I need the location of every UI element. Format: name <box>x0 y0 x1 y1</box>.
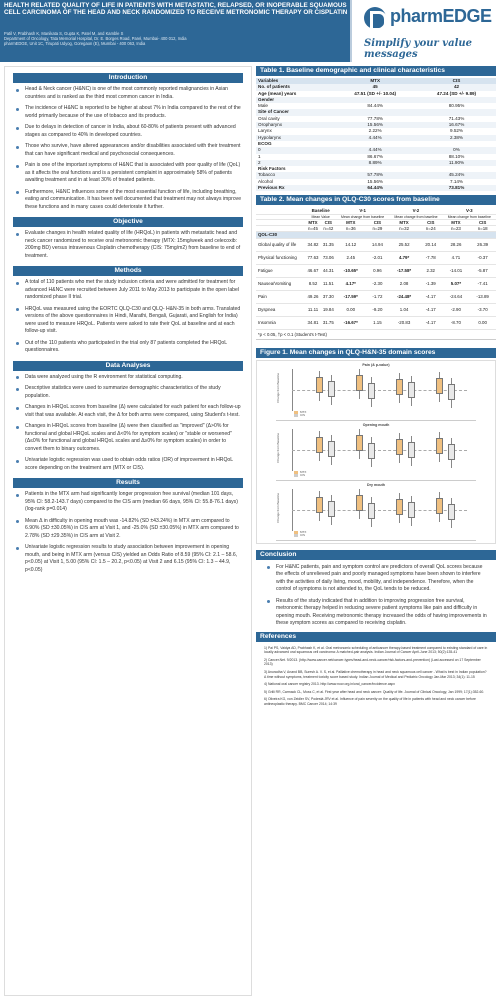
table2-cell: -9.20 <box>366 303 390 316</box>
table2-cell: 20.14 <box>419 238 443 251</box>
table2-cell: 34.81 <box>305 316 320 329</box>
table2-cell: 34.82 <box>305 238 320 251</box>
cis-box <box>328 501 335 517</box>
table1-cell: 42 <box>453 84 460 90</box>
mtx-box <box>356 435 363 451</box>
table2-sub-header: Mean Value <box>305 214 336 219</box>
introduction-item: Furthermore, H&NC influences some of the most essential function of life, including breathing, eating and communication. It has been well documented that treatment may not always improve these functions and in many cases could deteriorate it further. <box>15 189 243 212</box>
table1-cell: 11.90% <box>448 159 465 165</box>
table-row <box>256 264 496 277</box>
references-item: 5) Grilli RR, Carmack CL, Moss C, et al. First year after head and neck cancer: Quality of life. Journal of Clinical Oncology, Jan 1999; 17(1):352-60. <box>264 689 485 694</box>
panel-title: Dry mouth <box>367 482 385 487</box>
table2-group-header: V-2 <box>389 208 442 214</box>
table1-col-header: Variables <box>256 78 333 84</box>
mtx-box <box>436 438 443 454</box>
table1-cell: 2.22% <box>368 128 382 134</box>
logo-box <box>350 0 500 62</box>
panel-title: Pain (& p-value) <box>362 362 390 367</box>
table2-row-label: Physical functioning <box>256 251 305 264</box>
table2-sub-header: Mean change from baseline <box>443 214 496 219</box>
results-list <box>5 491 251 574</box>
objective-list <box>5 230 251 260</box>
table2-sub-header: Mean change from baseline <box>336 214 389 219</box>
table2-n: n=24 <box>419 225 443 231</box>
table-row <box>256 290 496 303</box>
table1-cell: ECOG <box>258 140 272 146</box>
table1-cell: 0% <box>453 147 460 153</box>
table2-heading: Table 2. Mean changes in QLQ-C30 scores from baseline <box>256 195 496 205</box>
table1-cell: 47.24 (SD +/- 9.89) <box>436 90 477 96</box>
introduction-list <box>5 86 251 211</box>
cis-box <box>448 444 455 460</box>
table2-n: n=32 <box>389 225 419 231</box>
table2-cell: -2.01 <box>366 251 390 264</box>
table2-cell: 26.39 <box>469 238 496 251</box>
affiliation-1: Department of Oncology, Tata Memorial Hospital, Dr. E. Borges Road, Parel, Mumbai- 400 012, India <box>4 36 187 41</box>
table2-cell: 2.08 <box>389 277 419 290</box>
table2-cell: 2.32 <box>419 264 443 277</box>
table2-section-label: QOL-C30 <box>256 232 496 238</box>
cis-box <box>368 503 375 519</box>
references-item: 2) Cancer.Net. 9/2013. (http://www.cancer.net/cancer-types/head-and-neck-cancer/risk-factors-and-prevention) (Last accessed on 17 September 2013) <box>264 657 481 667</box>
results-item: Univariate logistic regression results to study association between improvement in opening mouth, and being in MTX arm (versus CIS) yielded an Odds Ratio of 8.59 (95% CI: 2.1 – 58.6, p<0.05) at Visit 1, 5.00 (95% CI: 1.5 – 20.2, p<0.05) at Visit 2 and 6.15 (95% CI: 1.3 – 44.9, p<0.05) <box>15 544 243 574</box>
table2-n: n=42 <box>321 225 336 231</box>
table-row <box>256 303 496 316</box>
panel-legend <box>294 531 306 538</box>
authors-block <box>4 31 344 46</box>
table2-cell: 31.35 <box>321 238 336 251</box>
introduction-item: Those who survive, have altered appearances and/or disabilities associated with their treatment that can have significant medical and psychosocial consequences. <box>15 143 243 158</box>
results-item: Patients in the MTX arm had significantly longer progression free survival (median 101 days, 95% CI: 58.2-143.7 days) compared to the CIS arm (median 66 days, 95% CI: 55.8-76.1 days) (log-rank p=0.014) <box>15 491 243 514</box>
table2-footnote: *p < 0.05, †p < 0.1 (Student's t-Test) <box>256 330 496 340</box>
table2-cell: -17.58* <box>389 264 419 277</box>
table1-cell: 45 <box>372 84 378 90</box>
table2-cell: -8.70 <box>443 316 470 329</box>
table2-cell: -20.83 <box>389 316 419 329</box>
table1-cell: 9.52% <box>449 128 464 134</box>
table2-cell: -13.89 <box>469 290 496 303</box>
table2-n: n=45 <box>305 225 320 231</box>
table1-cell: 7.14% <box>449 178 464 184</box>
table2-cell: 44.31 <box>321 264 336 277</box>
right-column <box>256 66 496 996</box>
table2-cell: 37.30 <box>321 290 336 303</box>
table2-arm-header: MTX <box>305 219 320 225</box>
data-analyses-item: Univariate logistic regression was used to obtain odds ratios (OR) of improvement in HRQoL score depending on the treatment arm (MTX or CIS). <box>15 457 243 472</box>
table1-cell: Tobacco <box>258 172 276 178</box>
left-column <box>4 66 252 996</box>
tagline: Simplify your value messages <box>364 38 473 60</box>
table1-cell: 64.44% <box>367 185 383 191</box>
table2-cell: -5.87 <box>469 264 496 277</box>
data-analyses-item: Changes in HRQoL scores from baseline (Δ) were calculated for each patient for each follow-up visit that was available. At each visit, the Δ for both arms were compared, using Student's t-test. <box>15 404 243 419</box>
legend-entry: CIS <box>294 534 306 537</box>
references-item: 3) Anuradha V, Anand BB, Suresh A. V. S, et al. Palliative chemotherapy in head and neck squamous cell cancer - What is best in Indian population? A time without symptoms, treatment toxicity score based study. Indian Journal of Medical and Pediatric Oncology Jan-Mar 2013; 34(1): 11-15 <box>264 669 487 679</box>
table2-cell: 46.67 <box>305 264 320 277</box>
table1-cell: 80.95% <box>448 103 465 109</box>
table2-arm-header: MTX <box>389 219 419 225</box>
table2-cell: 14.94 <box>366 238 390 251</box>
panel-ylabel: Change from Baseline <box>276 372 280 403</box>
table2-cell: 0.96 <box>366 264 390 277</box>
table2-group-header: Baseline <box>305 208 336 214</box>
table2-cell: 11.11 <box>305 303 320 316</box>
table2-cell: -14.01 <box>443 264 470 277</box>
table1-cell: Larynx <box>258 128 272 134</box>
data-analyses-item: Data were analyzed using the R environment for statistical computing. <box>15 374 243 382</box>
data-analyses-item: Descriptive statistics were used to summarize demographic characteristics of the study population. <box>15 385 243 400</box>
table1-cell: 0 <box>258 147 261 153</box>
table2-cell: 28.26 <box>443 238 470 251</box>
mtx-box <box>356 495 363 511</box>
mtx-box <box>436 378 443 394</box>
table2-cell: -3.70 <box>469 303 496 316</box>
cis-box <box>408 382 415 398</box>
mtx-box <box>396 379 403 395</box>
table2-cell: 5.07* <box>443 277 470 290</box>
table1-cell: Male <box>258 103 268 109</box>
table1-col-header: CIS <box>417 78 496 84</box>
table2-cell: 1.15 <box>366 316 390 329</box>
table1-cell: No. of patients <box>258 84 290 90</box>
table1-col-header: MTX <box>333 78 417 84</box>
table2-cell: 1.04 <box>389 303 419 316</box>
table2-cell: 4.71 <box>443 251 470 264</box>
table1-cell: 8.89% <box>368 159 382 165</box>
table2-cell: 0.00 <box>336 303 366 316</box>
table-row <box>256 91 496 97</box>
table1-cell: Alcohol <box>258 178 274 184</box>
table1-cell: 2.38% <box>449 134 464 140</box>
table2-cell: 49.26 <box>305 290 320 303</box>
poster-header <box>0 0 500 62</box>
table1-cell: Age (mean) years <box>258 90 297 96</box>
table2-arm-header: CIS <box>469 219 496 225</box>
table1-cell: 57.78% <box>367 172 383 178</box>
table1-cell: 45.24% <box>448 172 465 178</box>
table2-cell: 77.63 <box>305 251 320 264</box>
references-list <box>256 642 496 707</box>
table2-cell: 4.17* <box>336 277 366 290</box>
logo-text: pharmEDGE <box>390 6 492 26</box>
table1-cell: 2 <box>258 159 261 165</box>
table2-group-header: V-1 <box>336 208 389 214</box>
figure1-heading: Figure 1. Mean changes in QLQ-H&N-35 domain scores <box>256 348 496 358</box>
table1-heading: Table 1. Baseline demographic and clinical characteristics <box>256 66 496 76</box>
table2-cell: 73.06 <box>321 251 336 264</box>
boxplot-panel <box>276 483 476 541</box>
table2-arm-header: CIS <box>366 219 390 225</box>
panel-legend <box>294 411 306 418</box>
table1-cell: 77.78% <box>367 115 383 121</box>
table2-cell: -24.48* <box>389 290 419 303</box>
table2-row-label: Pain <box>256 290 305 303</box>
table2-arm-header: CIS <box>321 219 336 225</box>
panel-ylabel: Change from Baseline <box>276 492 280 523</box>
conclusion-heading: Conclusion <box>256 550 496 560</box>
cis-box <box>328 441 335 457</box>
table1-cell: Gender <box>258 96 275 102</box>
conclusion-list <box>256 564 496 628</box>
table1-cell: Oral cavity <box>258 115 280 121</box>
authors: Patil V, Prabhash K, Manikata S, Gupta K, Patel M, and Kamble S <box>4 31 124 36</box>
panel-title: Opening mouth <box>362 422 390 427</box>
boxplot-panel <box>276 423 476 481</box>
table2-cell: 31.75 <box>321 316 336 329</box>
references-item: 1) Pai PS, Vaidya AD, Prabhash K, et al. Oral metronomic scheduling of anticancer therapy-based treatment compared to existing standard of care in locally advanced oral squamous cell carcinoma: A matched-pair analysis. Indian Journal of Cancer April-June 2013; 50(2):135-41 <box>264 645 488 655</box>
table-row <box>256 238 496 251</box>
table2-cell: 19.84 <box>321 303 336 316</box>
results-heading: Results <box>13 478 243 488</box>
mtx-box <box>316 437 323 453</box>
table2-cell: -7.41 <box>469 277 496 290</box>
poster-title: HEALTH RELATED QUALITY OF LIFE IN PATIENTS WITH METASTATIC, RELAPSED, OR INOPERABLE SQUAMOUS CELL CARCINOMA OF THE HEAD AND NECK RANDOMIZED TO RECEIVE METRONOMIC THERAPY OR CISPLATIN <box>4 2 348 17</box>
table2-row-label: Insomnia <box>256 316 305 329</box>
table1-cell: Oropharynx <box>258 122 283 128</box>
table-row <box>256 277 496 290</box>
mtx-box <box>396 499 403 515</box>
cis-box <box>368 443 375 459</box>
table1-cell: 73.81% <box>448 185 465 191</box>
results-item: Mean Δ in difficulty in opening mouth was -14.82% (SD ±43.24%) in MTX arm compared to 6.90% (SD ±30.05%) in CIS arm at Visit 1, and -25.0% (SD ±30.05%) in MTX arm compared to 2.78% (SD ±29.35%) in CIS arm at Visit 2. <box>15 518 243 541</box>
figure1-panels <box>256 360 496 544</box>
methods-item: HRQoL was measured using the EORTC QLQ-C30 and QLQ- H&N-35 in both arms. Translated versions of the above questionnaires in Hindi, Marathi, Bengali, Gujarati, and English for India) were used to measure HRQoL. Patients were asked to rate their QoL at baseline and at each follow-up visit. <box>15 306 243 336</box>
methods-item: Out of the 110 patients who participated in the trial only 87 patients completed the HRQoL questionnaires. <box>15 340 243 355</box>
panel-ylabel: Change from Baseline <box>276 432 280 463</box>
table1-cell: 15.56% <box>367 122 383 128</box>
affiliation-2: pharmEDGE, Unit 1C, Tirupati Udyog, Goregaon (E), Mumbai - 400 063, India <box>4 41 146 46</box>
table2-cell: -17.59* <box>336 290 366 303</box>
table1-cell: Risk Factors <box>258 166 286 172</box>
cis-box <box>368 383 375 399</box>
objective-heading: Objective <box>13 217 243 227</box>
table2-row-label: Nausea/Vomiting <box>256 277 305 290</box>
table2-cell: -2.90 <box>443 303 470 316</box>
panel-legend <box>294 471 306 478</box>
table1-cell: 1 <box>258 153 261 159</box>
mtx-box <box>436 498 443 514</box>
legend-entry: CIS <box>294 474 306 477</box>
table2-group-header: V-3 <box>443 208 496 214</box>
table2-cell: -4.17 <box>419 303 443 316</box>
table2-cell: 4.79* <box>389 251 419 264</box>
table2-cell: 8.52 <box>305 277 320 290</box>
table2-cell: -7.78 <box>419 251 443 264</box>
table2-cell: -1.39 <box>419 277 443 290</box>
table2-n: n=29 <box>366 225 390 231</box>
table1-cell: 16.67% <box>448 122 465 128</box>
table1-cell: 15.56% <box>367 178 383 184</box>
introduction-item: The incidence of H&NC is reported to be higher at about 7% in India compared to the rest of the world primarily because of the use of tobacco and its products. <box>15 105 243 120</box>
table2-cell: 2.45 <box>336 251 366 264</box>
references-heading: References <box>256 632 496 642</box>
mtx-box <box>316 497 323 513</box>
boxplot-panel <box>276 363 476 421</box>
table2-n: n=18 <box>469 225 496 231</box>
table1-cell: Previous Rx <box>258 185 285 191</box>
table1-cell: 47.51 (SD +/- 10.04) <box>354 90 397 96</box>
table1-cell: 4.44% <box>368 147 382 153</box>
table2-arm-header: MTX <box>443 219 470 225</box>
table2-cell: 11.51 <box>321 277 336 290</box>
legend-entry: MTX <box>294 471 306 474</box>
introduction-item: Pain is one of the important symptoms of H&NC that is associated with poor quality of life (QoL) as it affects the oral functions and is a persistent complaint in approximately 58% of patients awaiting treatment and in at least 30% of treated patients. <box>15 162 243 185</box>
cis-box <box>408 502 415 518</box>
table2-sub-header: Mean change from baseline <box>389 214 442 219</box>
table-row <box>256 316 496 329</box>
table2-arm-header: MTX <box>336 219 366 225</box>
table1-cell: Site of Cancer <box>258 109 289 115</box>
data-analyses-list <box>5 374 251 473</box>
table1-cell: 4.44% <box>368 134 382 140</box>
methods-heading: Methods <box>13 266 243 276</box>
cis-box <box>448 384 455 400</box>
table2-cell: -2.30 <box>366 277 390 290</box>
table2-cell: 25.52 <box>389 238 419 251</box>
table2-arm-header: CIS <box>419 219 443 225</box>
baseline-table <box>256 78 496 191</box>
mtx-box <box>356 375 363 391</box>
legend-entry: CIS <box>294 414 306 417</box>
methods-list <box>5 279 251 355</box>
table1-cell: 86.67% <box>367 153 383 159</box>
data-analyses-heading: Data Analyses <box>13 361 243 371</box>
pharmedge-logo-icon <box>364 7 386 29</box>
table2-cell: -10.65* <box>336 264 366 277</box>
references-item: 4) National oral cancer registry 2013. http://www.nocr.org.in/oral_cancer/incidence.aspx <box>264 682 395 687</box>
cis-box <box>328 381 335 397</box>
mtx-box <box>396 439 403 455</box>
table2-row-label: Fatigue <box>256 264 305 277</box>
objective-item: Evaluate changes in health related quality of life (HRQoL) in patients with metastatic head and neck cancer randomized to receive oral metronomic therapy (MTX: 15mg/week and celecoxib: 200mg BD) versus intravenous Cisplatin chemotherapy (CIS: 75mg/m2) from baseline to end of treatment. <box>15 230 243 260</box>
table1-cell: 88.10% <box>448 153 465 159</box>
table2-n: n=36 <box>336 225 366 231</box>
qlq-c30-table <box>256 208 496 329</box>
legend-entry: MTX <box>294 411 306 414</box>
table2-row-label: Dyspnea <box>256 303 305 316</box>
table2-cell: -0.37 <box>469 251 496 264</box>
table1-cell: 71.43% <box>448 115 465 121</box>
introduction-item: Due to delays in detection of cancer in India, about 60-80% of patients present with advanced stages as compared to 40% in developed countries. <box>15 124 243 139</box>
cis-box <box>408 442 415 458</box>
table2-row-label: Global quality of life <box>256 238 305 251</box>
data-analyses-item: Changes in HRQoL scores from baseline (Δ) were then classified as "improved" (Δ>0% for functional and global HRQoL scales and Δ<0% for symptom scales) or "stable or worsened" (Δ≤0% for functional and global HRQoL scales and Δ≥0% for symptom scales) in order to convert them to binary outcomes. <box>15 423 243 453</box>
conclusion-item: For H&NC patients, pain and symptom control are predictors of overall QoL scores because the effects of unrelieved pain and poorly managed symptoms have been shown to interfere with the activities of daily living, mood, mobility, and independence. Therefore, when the control of symptoms is not attended to, the QoL tends to be reduced. <box>266 564 488 594</box>
table-row <box>256 251 496 264</box>
conclusion-item: Results of the study indicated that in addition to improving progression free survival, metronomic therapy helped in reducing severe patient symptoms like pain and difficulty in opening mouth. Receiving metronomic therapy increased the odds of having improvements in these symptom scores as compared to receiving cisplatin. <box>266 598 488 628</box>
cis-box <box>448 504 455 520</box>
table-row <box>256 185 496 191</box>
table2-cell: 0.00 <box>469 316 496 329</box>
table1-cell: 84.44% <box>367 103 383 109</box>
table2-cell: -1.72 <box>366 290 390 303</box>
table2-cell: -16.67* <box>336 316 366 329</box>
table2-cell: -4.17 <box>419 316 443 329</box>
table1-cell: Hypolarynx <box>258 134 281 140</box>
mtx-box <box>316 377 323 393</box>
methods-item: A total of 110 patients who met the study inclusion criteria and were admitted for treatment for advanced H&NC were recruited between July 2011 to May 2013 to participate in the open label randomized phase II trial. <box>15 279 243 302</box>
introduction-item: Head & Neck cancer (H&NC) is one of the most commonly reported malignancies in Asian countries and is ranked as the third most common cancer in India. <box>15 86 243 101</box>
table2-cell: 14.12 <box>336 238 366 251</box>
table2-n: n=23 <box>443 225 470 231</box>
references-item: 6) Oliveira KG, von Zeidler SV, Podestá JRV et al. Influence of pain severity on the quality of life in patients with head and neck cancer before antineoplastic therapy. BMC Cancer 2014; 14:39 <box>264 697 476 706</box>
legend-entry: MTX <box>294 531 306 534</box>
introduction-heading: Introduction <box>13 73 243 83</box>
table2-cell: -24.64 <box>443 290 470 303</box>
table2-cell: -4.17 <box>419 290 443 303</box>
